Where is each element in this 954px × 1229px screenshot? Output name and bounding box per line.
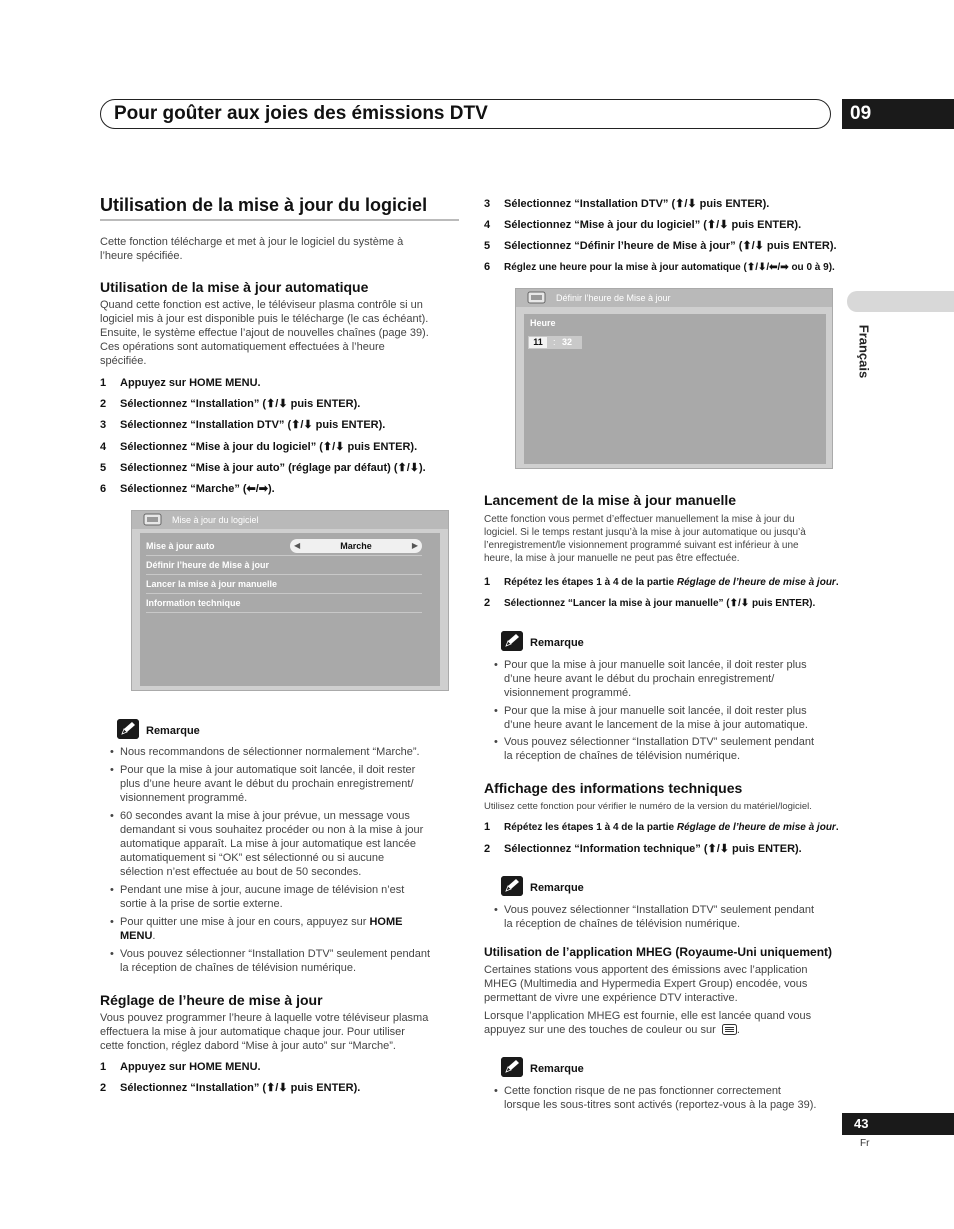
- minute-input[interactable]: 32: [562, 337, 573, 347]
- step-item: 1 Répétez les étapes 1 à 4 de la partie Réglage de l’heure de mise à jour.: [484, 576, 839, 588]
- tv-menu-icon: [142, 513, 164, 527]
- step-item: 2 Sélectionnez “Information technique” (⬆/⬇ puis ENTER).: [484, 843, 802, 855]
- time-separator: :: [553, 337, 556, 347]
- step-item: 6 Réglez une heure pour la mise à jour automatique (⬆/⬇/⬅/➡ ou 0 à 9).: [484, 261, 835, 273]
- language-label-wrap: [852, 320, 876, 390]
- step-item: 6 Sélectionnez “Marche” (⬅/➡).: [100, 483, 275, 495]
- manual-update-title: Lancement de la mise à jour manuelle: [484, 492, 737, 508]
- note-bullet: • Pour que la mise à jour manuelle soit lancée, il doit rester plus d’une heure avant le début du prochain enregistrement/ visionnement programmé.: [494, 658, 856, 700]
- step-item: 5 Sélectionnez “Définir l’heure de Mise à jour” (⬆/⬇ puis ENTER).: [484, 240, 837, 252]
- note-bullet: • Cette fonction risque de ne pas fonctionner correctement lorsque les sous-titres sont activés (reportez-vous à la page 39).: [494, 1084, 856, 1112]
- step-item: 2 Sélectionnez “Lancer la mise à jour manuelle” (⬆/⬇ puis ENTER).: [484, 597, 816, 609]
- menu-title-bar: [132, 511, 448, 529]
- menu-row-manual[interactable]: Lancer la mise à jour manuelle: [146, 575, 422, 594]
- teletext-button-icon: [722, 1024, 737, 1035]
- note-bullet: • Nous recommandons de sélectionner normalement “Marche”.: [110, 745, 470, 759]
- language-label: Français: [856, 324, 872, 379]
- mheg-text: Certaines stations vous apportent des émissions avec l’application MHEG (Multimedia and Hypermedia Expert Group) encodée, vous permettant de vivre une expérience DTV interactive.: [484, 964, 808, 1004]
- step-item: 4 Sélectionnez “Mise à jour du logiciel” (⬆/⬇ puis ENTER).: [484, 219, 802, 231]
- mheg-title: Utilisation de l’application MHEG (Royaume-Uni uniquement): [484, 945, 833, 959]
- language-tab: [847, 291, 954, 312]
- step-item: 1 Appuyez sur HOME MENU.: [100, 377, 261, 389]
- update-time-menu: [515, 288, 833, 469]
- note-label: Remarque: [146, 725, 200, 737]
- time-setting-title: Réglage de l’heure de mise à jour: [100, 992, 323, 1008]
- note-bullet: • Pendant une mise à jour, aucune image de télévision n’est sortie à la prise de sortie externe.: [110, 883, 470, 911]
- step-item: 3 Sélectionnez “Installation DTV” (⬆/⬇ puis ENTER).: [100, 419, 386, 431]
- software-update-menu: [131, 510, 449, 691]
- step-item: 3 Sélectionnez “Installation DTV” (⬆/⬇ puis ENTER).: [484, 198, 770, 210]
- menu-title: Définir l’heure de Mise à jour: [556, 293, 671, 303]
- note-bullet: • Pour que la mise à jour manuelle soit lancée, il doit rester plus d’une heure avant le lancement de la mise à jour automatique.: [494, 704, 856, 732]
- hour-input[interactable]: 11: [529, 337, 547, 348]
- step-item: 1 Répétez les étapes 1 à 4 de la partie Réglage de l’heure de mise à jour.: [484, 821, 839, 833]
- menu-title-bar: [516, 289, 832, 307]
- chapter-number: 09: [842, 99, 954, 129]
- arrow-right-icon[interactable]: ▶: [411, 541, 418, 550]
- note-label: Remarque: [530, 637, 584, 649]
- note-label: Remarque: [530, 1063, 584, 1075]
- tech-info-text: Utilisez cette fonction pour vérifier le numéro de la version du matériel/logiciel.: [484, 801, 812, 812]
- note-bullet: • Vous pouvez sélectionner “Installation DTV” seulement pendant la réception de chaînes de télévision numérique.: [494, 903, 856, 931]
- auto-update-title: Utilisation de la mise à jour automatique: [100, 279, 369, 295]
- menu-title: Mise à jour du logiciel: [172, 515, 259, 525]
- intro-text: Cette fonction télécharge et met à jour le logiciel du système à l’heure spécifiée.: [100, 236, 404, 262]
- note-bullet: • Vous pouvez sélectionner “Installation DTV” seulement pendant la réception de chaînes de télévision numérique.: [110, 947, 470, 975]
- menu-panel: [524, 314, 826, 464]
- note-label: Remarque: [530, 882, 584, 894]
- note-bullet: • 60 secondes avant la mise à jour prévue, un message vous demandant si vous souhaitez procéder ou non à la mise à jour automatique apparaît. La mise à jour automatique est lancée automatiquement si “OK” est sélectionné ou si aucune sélection n’est effectuée au bout de 50 secondes.: [110, 809, 470, 879]
- step-item: 2 Sélectionnez “Installation” (⬆/⬇ puis ENTER).: [100, 398, 361, 410]
- note-pencil-icon: [501, 1057, 523, 1077]
- note-pencil-icon: [501, 631, 523, 651]
- step-item: 2 Sélectionnez “Installation” (⬆/⬇ puis ENTER).: [100, 1082, 361, 1094]
- note-bullet: • Vous pouvez sélectionner “Installation DTV” seulement pendant la réception de chaînes de télévision numérique.: [494, 735, 856, 763]
- step-item: 5 Sélectionnez “Mise à jour auto” (réglage par défaut) (⬆/⬇).: [100, 462, 426, 474]
- manual-update-text: Cette fonction vous permet d’effectuer manuellement la mise à jour du logiciel. Si le temps restant jusqu’à la mise à jour automatique ou jusqu’à l’enregistrement/le visionnement programmé suivant est inférieur à une heure, la mise à jour manuelle ne peut pas être effectuée.: [484, 514, 806, 564]
- tech-info-title: Affichage des informations techniques: [484, 780, 743, 796]
- step-item: 4 Sélectionnez “Mise à jour du logiciel” (⬆/⬇ puis ENTER).: [100, 441, 418, 453]
- note-pencil-icon: [501, 876, 523, 896]
- section-title: Utilisation de la mise à jour du logiciel: [100, 195, 428, 215]
- auto-update-text: Quand cette fonction est active, le téléviseur plasma contrôle si un logiciel mis à jour est disponible puis le télécharge (le cas échéant). Ensuite, le système effectue l’ajout de nouvelles chaînes (page 39). Ces opérations sont automatiquement effectuées à l’heure spécifiée.: [100, 299, 429, 367]
- note-bullet: • Pour que la mise à jour automatique soit lancée, il doit rester plus d’une heure avant le début du prochain enregistrement/ visionnement programmé.: [110, 763, 470, 805]
- section-title-rule: [100, 219, 459, 221]
- menu-row-auto[interactable]: Mise à jour auto: [146, 537, 422, 556]
- value-selector[interactable]: [290, 539, 422, 553]
- time-setting-text: Vous pouvez programmer l’heure à laquelle votre téléviseur plasma effectuera la mise à jour automatique chaque jour. Pour utiliser cette fonction, réglez dabord “Mise à jour auto” sur “Marche”.: [100, 1012, 429, 1052]
- note-bullet: • Pour quitter une mise à jour en cours, appuyez sur HOME MENU.: [110, 915, 470, 943]
- hour-label: Heure: [530, 318, 556, 328]
- note-pencil-icon: [117, 719, 139, 739]
- menu-row-tech-info[interactable]: Information technique: [146, 594, 422, 613]
- menu-panel: [140, 533, 440, 686]
- selector-value: Marche: [340, 541, 372, 551]
- step-item: 1 Appuyez sur HOME MENU.: [100, 1061, 261, 1073]
- page-header-title: Pour goûter aux joies des émissions DTV: [114, 103, 488, 124]
- mheg-text-2: Lorsque l’application MHEG est fournie, elle est lancée quand vous appuyez sur une des touches de couleur ou sur .: [484, 1010, 812, 1036]
- tv-menu-icon: [526, 291, 548, 305]
- arrow-left-icon[interactable]: ◀: [294, 541, 301, 550]
- page-number: 43: [842, 1113, 954, 1135]
- page-language: Fr: [860, 1138, 870, 1149]
- menu-row-set-time[interactable]: Définir l’heure de Mise à jour: [146, 556, 422, 575]
